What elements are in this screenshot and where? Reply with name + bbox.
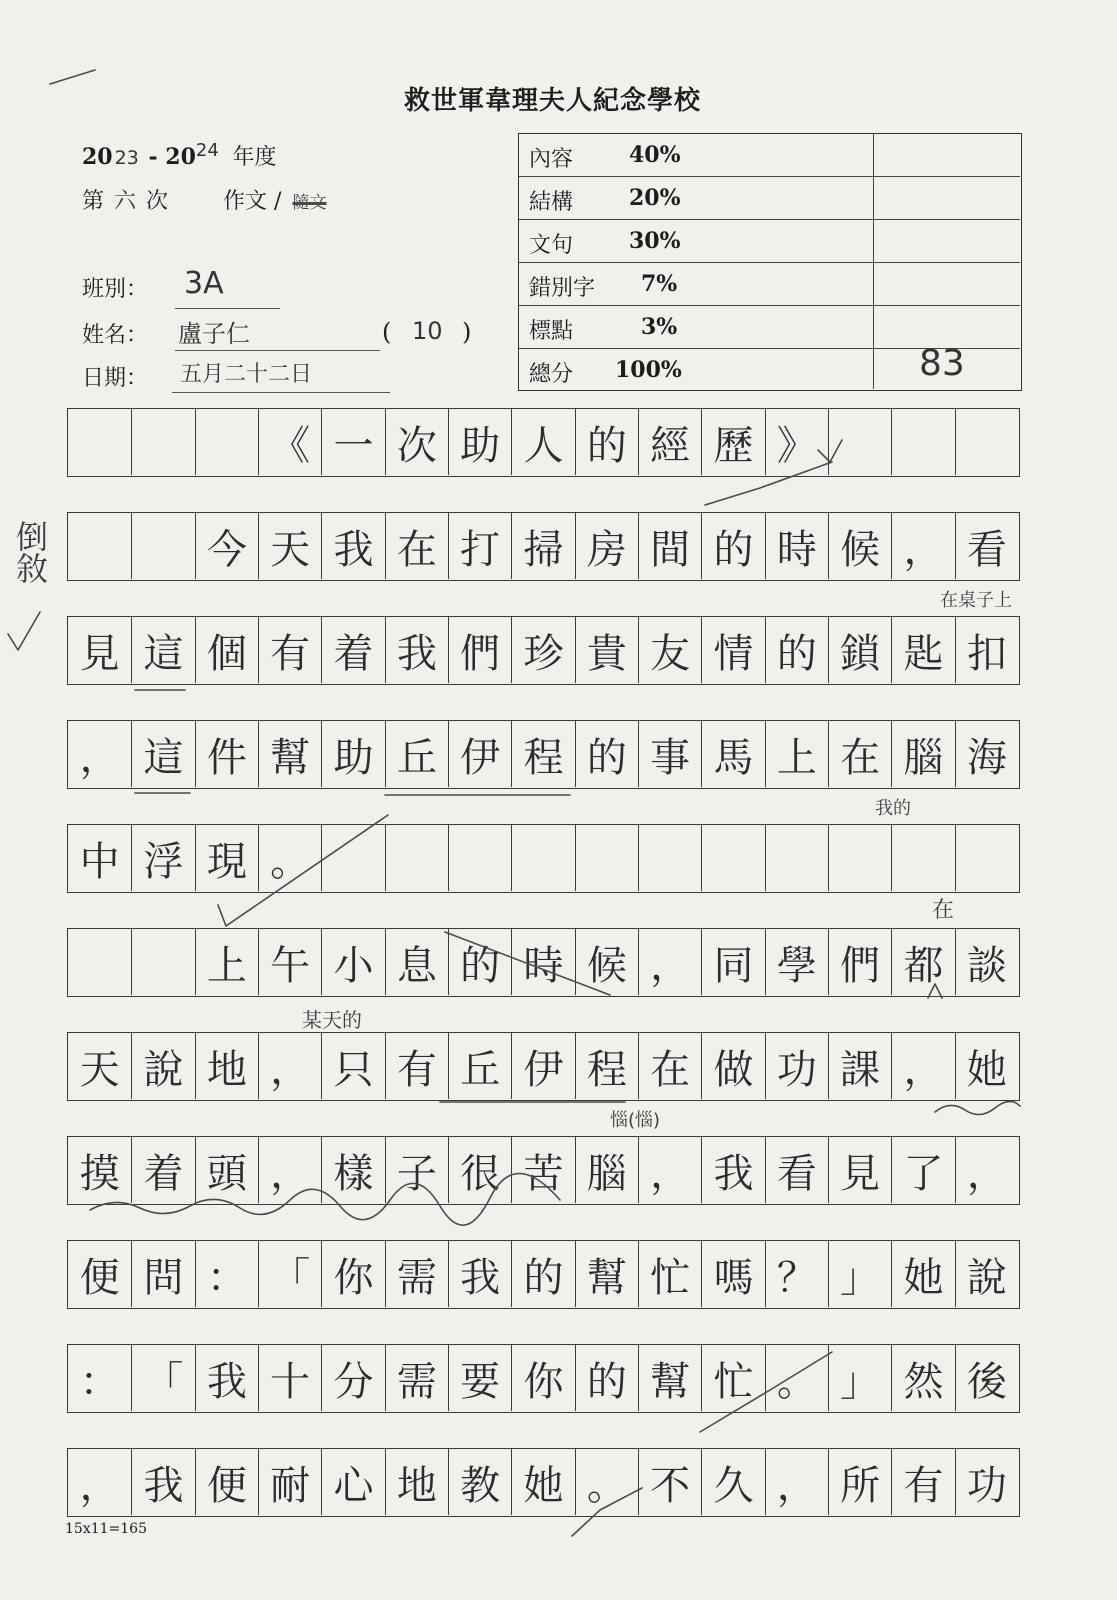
assignment-type: 作文 / (223, 189, 282, 214)
score-row-total (519, 343, 1020, 392)
grid-cell: 人 (511, 409, 574, 475)
grid-cell (765, 825, 828, 891)
grid-cell: 問 (131, 1241, 194, 1307)
grid-cell: ？ (765, 1241, 828, 1307)
grid-cell: 珍 (511, 617, 574, 683)
grid-cell (195, 409, 258, 475)
grid-cell: 午 (258, 929, 321, 995)
grid-cell: 中 (79, 838, 120, 885)
grid-cell: 的 (701, 513, 764, 579)
grid-cell: 的 (511, 1241, 574, 1307)
grid-cell: 後 (955, 1345, 1018, 1411)
grid-cell: 嗎 (701, 1241, 764, 1307)
score-label: 內容 (529, 147, 574, 172)
grid-row (67, 1240, 1020, 1309)
grid-cell: 《 (258, 409, 321, 475)
grid-cell: 個 (195, 617, 258, 683)
grid-row (67, 1136, 1020, 1205)
grid-cell: 着 (321, 617, 384, 683)
school-year-line (82, 140, 276, 171)
grid-cell: 一 (321, 409, 384, 475)
grid-cell: 經 (638, 409, 701, 475)
total-score: 83 (919, 343, 965, 384)
grid-cell: 程 (575, 1033, 638, 1099)
grid-cell: 次 (385, 409, 448, 475)
grid-cell: 的 (448, 929, 511, 995)
grid-cell: 教 (448, 1449, 511, 1515)
grid-cell (828, 825, 891, 891)
grid-cell: 看 (765, 1137, 828, 1203)
score-row-structure (519, 177, 1020, 220)
year-hand-2: 24 (195, 140, 219, 161)
name-value: 盧子仁 (178, 320, 250, 348)
grid-cell: 學 (765, 929, 828, 995)
grid-cell: 在 (828, 721, 891, 787)
grid-cell: 忙 (701, 1345, 764, 1411)
grid-row (67, 1032, 1020, 1101)
count-value: 六 (114, 189, 137, 214)
grid-cell: 在 (385, 513, 448, 579)
score-weight: 7% (641, 271, 678, 297)
grid-cell: 情 (701, 617, 764, 683)
grid-capacity-footer: 15x11=165 (65, 1521, 147, 1537)
class-number-close: ) (462, 318, 472, 346)
grid-cell (385, 825, 448, 891)
grid-cell: 心 (321, 1449, 384, 1515)
grid-cell: 我 (195, 1345, 258, 1411)
grid-cell: 伊 (511, 1033, 574, 1099)
grid-cell: 馬 (701, 721, 764, 787)
grid-cell: 。 (575, 1449, 638, 1515)
grid-cell: ， (891, 1033, 954, 1099)
grid-cell: 助 (448, 409, 511, 475)
grid-cell: ， (79, 734, 120, 781)
grid-cell: 地 (195, 1033, 258, 1099)
grid-cell (638, 825, 701, 891)
grid-cell: 有 (258, 617, 321, 683)
grid-cell: 們 (448, 617, 511, 683)
grid-cell: 腦 (575, 1137, 638, 1203)
year-prefix-1: 20 (82, 144, 113, 170)
grid-cell: 丘 (385, 721, 448, 787)
grid-row (67, 928, 1020, 997)
grid-cell: 苦 (511, 1137, 574, 1203)
grid-cell: 耐 (258, 1449, 321, 1515)
grid-cell: 事 (638, 721, 701, 787)
grid-cell: 說 (955, 1241, 1018, 1307)
grid-cell (955, 409, 1018, 475)
grid-cell: 做 (701, 1033, 764, 1099)
grid-row (67, 1344, 1020, 1413)
grid-cell: 這 (131, 721, 194, 787)
grid-cell (511, 825, 574, 891)
count-prefix: 第 (82, 189, 105, 214)
grid-cell: 需 (385, 1345, 448, 1411)
assignment-line (82, 184, 326, 215)
grid-cell: 談 (955, 929, 1018, 995)
grid-cell: ， (638, 929, 701, 995)
grid-cell: 有 (385, 1033, 448, 1099)
correction-note: 某天的 (302, 1008, 362, 1032)
name-label: 姓名： (82, 323, 149, 348)
grid-cell: 友 (638, 617, 701, 683)
score-row-typos (519, 263, 1020, 306)
score-weight: 100% (615, 357, 682, 383)
grid-cell: 我 (701, 1137, 764, 1203)
grid-cell: 見 (828, 1137, 891, 1203)
grid-cell (701, 825, 764, 891)
grid-cell: 息 (385, 929, 448, 995)
grid-cell: 「 (258, 1241, 321, 1307)
score-label: 總分 (529, 362, 574, 387)
grid-cell (955, 825, 1018, 891)
grid-cell: 時 (511, 929, 574, 995)
grid-cell (321, 825, 384, 891)
correction-note: 在桌子上 (940, 590, 1012, 611)
grid-cell: 」 (828, 1241, 891, 1307)
grid-cell: ， (258, 1033, 321, 1099)
class-underline (175, 308, 280, 309)
grid-cell: 「 (131, 1345, 194, 1411)
grid-cell: 掃 (511, 513, 574, 579)
grid-cell: 課 (828, 1033, 891, 1099)
grid-cell: ， (765, 1449, 828, 1515)
grid-cell: 有 (891, 1449, 954, 1515)
score-weight: 3% (641, 314, 678, 340)
grid-cell: 的 (765, 617, 828, 683)
grid-cell: 見 (79, 630, 120, 677)
grid-cell: 小 (321, 929, 384, 995)
correction-note: 惱(惱) (610, 1110, 661, 1131)
grid-cell (131, 929, 194, 995)
grid-cell: 的 (575, 409, 638, 475)
grid-cell: 扣 (955, 617, 1018, 683)
grid-cell: 然 (891, 1345, 954, 1411)
grid-row (67, 824, 1020, 893)
score-weight: 30% (629, 228, 681, 254)
grid-cell: 功 (955, 1449, 1018, 1515)
grid-cell (68, 409, 131, 475)
grid-cell: 匙 (891, 617, 954, 683)
score-row-sentences (519, 220, 1020, 263)
grid-cell: 十 (258, 1345, 321, 1411)
grid-cell: 摸 (79, 1150, 120, 1197)
score-weight: 20% (629, 185, 681, 211)
grid-cell: 需 (385, 1241, 448, 1307)
name-underline (175, 350, 380, 351)
grid-cell: 在 (638, 1033, 701, 1099)
assignment-type-crossed: 隨文 (292, 193, 327, 213)
grid-cell: 今 (195, 513, 258, 579)
grid-cell: 地 (385, 1449, 448, 1515)
grid-cell: 她 (891, 1241, 954, 1307)
grid-cell: 都 (891, 929, 954, 995)
grid-cell: 分 (321, 1345, 384, 1411)
grid-cell (68, 929, 131, 995)
grid-cell: 說 (131, 1033, 194, 1099)
grid-cell: 不 (638, 1449, 701, 1515)
grid-cell: 頭 (195, 1137, 258, 1203)
year-suffix: 年度 (232, 145, 277, 170)
grid-cell: 我 (385, 617, 448, 683)
wavy-underline (935, 1101, 1020, 1114)
grid-cell (131, 513, 194, 579)
grid-cell: 只 (321, 1033, 384, 1099)
grid-cell (575, 825, 638, 891)
score-label: 結構 (529, 190, 574, 215)
class-number-open: ( (382, 318, 392, 346)
grid-cell: 很 (448, 1137, 511, 1203)
grid-cell: 腦 (891, 721, 954, 787)
grid-cell: 伊 (448, 721, 511, 787)
grid-cell: 海 (955, 721, 1018, 787)
grid-cell: ： (195, 1241, 258, 1307)
grid-cell: 。 (258, 825, 321, 891)
grid-cell (891, 825, 954, 891)
margin-check-mark (8, 612, 40, 650)
grid-cell: 貴 (575, 617, 638, 683)
grid-cell: 便 (195, 1449, 258, 1515)
grid-cell: 天 (79, 1046, 120, 1093)
grid-cell: 同 (701, 929, 764, 995)
score-label: 錯別字 (529, 276, 596, 301)
grid-cell: ， (891, 513, 954, 579)
grid-cell: 》 (765, 409, 828, 475)
grid-cell: 了 (891, 1137, 954, 1203)
date-value: 五月二十二日 (180, 362, 313, 387)
grid-cell: 上 (765, 721, 828, 787)
margin-note-flashback: 倒敘 (11, 520, 49, 584)
grid-cell: 間 (638, 513, 701, 579)
grid-cell: 幫 (575, 1241, 638, 1307)
grid-cell: 子 (385, 1137, 448, 1203)
grid-cell: 幫 (258, 721, 321, 787)
grid-cell: 程 (511, 721, 574, 787)
grid-cell: 」 (828, 1345, 891, 1411)
grid-row (67, 408, 1020, 477)
grid-cell: 便 (79, 1254, 120, 1301)
school-name: 救世軍韋理夫人紀念學校 (403, 86, 701, 116)
grid-cell: 候 (575, 929, 638, 995)
grid-cell (891, 409, 954, 475)
grid-row (67, 512, 1020, 581)
grid-cell: 鎖 (828, 617, 891, 683)
count-suffix: 次 (146, 189, 169, 214)
grid-cell: 忙 (638, 1241, 701, 1307)
grid-cell: 要 (448, 1345, 511, 1411)
score-label: 標點 (529, 319, 574, 344)
grid-cell: ， (79, 1462, 120, 1509)
grid-cell: ， (258, 1137, 321, 1203)
grid-row (67, 720, 1020, 789)
date-label: 日期： (82, 366, 149, 391)
grid-cell (828, 409, 891, 475)
date-underline (172, 392, 390, 393)
grid-cell: 歷 (701, 409, 764, 475)
grid-cell: 久 (701, 1449, 764, 1515)
grid-cell: 天 (258, 513, 321, 579)
grid-cell: 你 (321, 1241, 384, 1307)
grid-cell: 幫 (638, 1345, 701, 1411)
grid-cell: 。 (765, 1345, 828, 1411)
year-separator: - 20 (148, 144, 196, 170)
grid-cell: 這 (131, 617, 194, 683)
grid-cell: 的 (575, 721, 638, 787)
grid-cell: 着 (131, 1137, 194, 1203)
score-row-content (519, 134, 1020, 177)
grid-cell: ： (79, 1358, 120, 1405)
grid-cell: 看 (955, 513, 1018, 579)
grid-row (67, 616, 1020, 685)
grid-cell: 現 (195, 825, 258, 891)
class-number-value: 10 (412, 317, 443, 345)
grid-cell: 功 (765, 1033, 828, 1099)
grid-cell: 所 (828, 1449, 891, 1515)
grid-cell: 打 (448, 513, 511, 579)
grid-cell: 她 (511, 1449, 574, 1515)
grid-cell: 件 (195, 721, 258, 787)
grid-cell: 的 (575, 1345, 638, 1411)
grid-cell (131, 409, 194, 475)
grid-cell: ， (638, 1137, 701, 1203)
grid-cell (448, 825, 511, 891)
grid-cell: 浮 (131, 825, 194, 891)
score-label: 文句 (529, 233, 574, 258)
grid-cell (68, 513, 131, 579)
grid-cell: 候 (828, 513, 891, 579)
score-table (518, 133, 1022, 391)
year-hand-1: 23 (114, 147, 139, 169)
grid-cell: 我 (131, 1449, 194, 1515)
grid-cell: 助 (321, 721, 384, 787)
grid-cell: 我 (448, 1241, 511, 1307)
grid-cell: 時 (765, 513, 828, 579)
grid-cell: 房 (575, 513, 638, 579)
score-weight: 40% (629, 142, 681, 168)
class-value: 3A (184, 266, 224, 301)
class-label: 班別： (82, 277, 149, 302)
grid-cell: 她 (955, 1033, 1018, 1099)
grid-cell: 樣 (321, 1137, 384, 1203)
grid-row (67, 1448, 1020, 1517)
grid-cell: ， (955, 1137, 1018, 1203)
grid-cell: 上 (195, 929, 258, 995)
correction-note: 我的 (875, 798, 911, 819)
correction-note: 在 (932, 898, 955, 923)
grid-cell: 丘 (448, 1033, 511, 1099)
grid-cell: 我 (321, 513, 384, 579)
grid-cell: 你 (511, 1345, 574, 1411)
grid-cell: 們 (828, 929, 891, 995)
